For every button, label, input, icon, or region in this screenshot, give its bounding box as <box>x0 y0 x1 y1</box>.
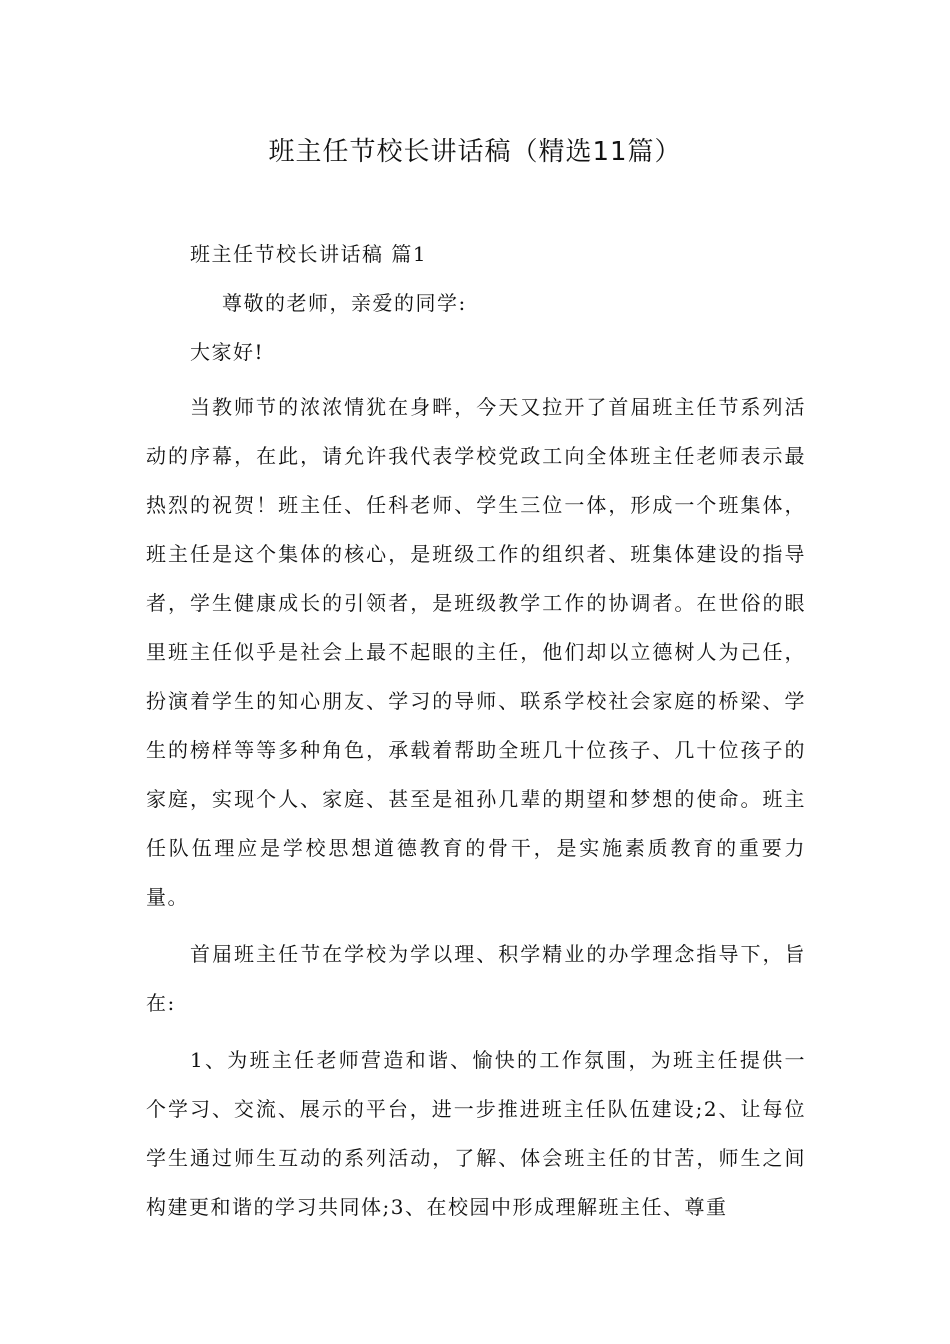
section-heading: 班主任节校长讲话稿 篇1 <box>190 242 428 266</box>
paragraph-1: 当教师节的浓浓情犹在身畔，今天又拉开了首届班主任节系列活动的序幕，在此，请允许我代表学校党政工向全体班主任老师表示最热烈的祝贺！班主任、任科老师、学生三位一体，形成一个班集体，班主任是这个集体的核心，是班级工作的组织者、班集体建设的指导者，学生健康成长的引领者，是班级教学工作的协调者。在世俗的眼里班主任似乎是社会上最不起眼的主任，他们却以立德树人为己任，扮演着学生的知心朋友、学习的导师、联系学校社会家庭的桥梁、学生的榜样等等多种角色，承载着帮助全班几十位孩子、几十位孩子的家庭，实现个人、家庭、甚至是祖孙几辈的期望和梦想的使命。班主任队伍理应是学校思想道德教育的骨干，是实施素质教育的重要力量。 <box>146 395 806 909</box>
greeting: 大家好! <box>190 340 265 364</box>
salutation: 尊敬的老师，亲爱的同学: <box>222 291 467 315</box>
document-title: 班主任节校长讲话稿（精选11篇） <box>268 137 682 167</box>
document-body <box>146 236 806 1240</box>
paragraph-2: 首届班主任节在学校为学以理、积学精业的办学理念指导下，旨在: <box>146 942 806 1015</box>
paragraph-3: 1、为班主任老师营造和谐、愉快的工作氛围，为班主任提供一个学习、交流、展示的平台，进一步推进班主任队伍建设;2、让每位学生通过师生互动的系列活动，了解、体会班主任的甘苦，师生之间构建更和谐的学习共同体;3、在校园中形成理解班主任、尊重 <box>146 1048 806 1219</box>
